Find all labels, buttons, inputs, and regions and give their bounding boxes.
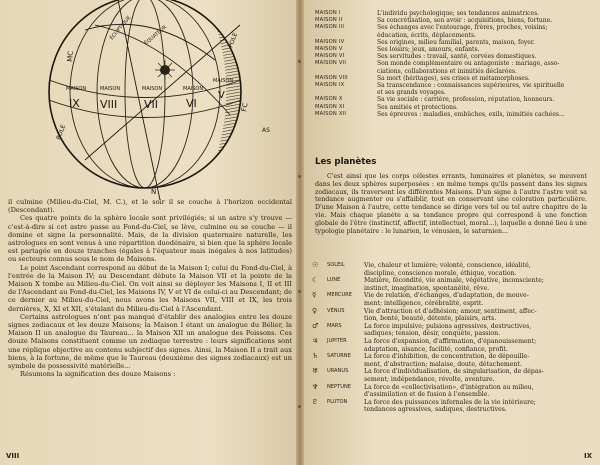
house-row [315,68,595,75]
paragraph: Certains astrologues n'ont pas manqué d'établir des analogies entre les douze signes zodiacaux et les douze Maisons; la Maison I étant un analogue du Bélier, la Maison II un analogue du Taureau... la Maison XII un analogue des Poissons. Ces douze Maisons constituent comme un zodiaque terrestre : leurs significations sont une réplique objective au contenu subjectif des signes. Ainsi, la Maison II a trait aux biens, à la fortune, de même que le Taureau (deuxième des signes zodiacaux) est un symbole de possessivité matérielle... [8,312,292,371]
planet-description: ment; intelligence, cérébralité, esprit. [364,299,484,307]
house-name: MAISON VI [315,53,345,60]
planet-row [312,384,592,392]
planet-description: tendances agressives, sadiques, destructives. [364,406,507,414]
planet-name: VÉNUS [327,307,345,314]
planet-row [312,330,592,338]
pole-left-label: POLE [55,123,68,141]
house-name: MAISON VIII [315,74,348,81]
planet-name: MARS [327,322,342,329]
planet-symbol-icon: ♅ [312,367,319,376]
planet-symbol-icon: ♆ [312,382,319,391]
left-body-text [8,198,292,378]
house-label: MAISON [183,86,204,92]
planet-description: instinct, imagination, spontanéité, rêve. [364,284,490,292]
planet-name: NEPTUNE [327,383,351,390]
planet-name [327,270,364,278]
house-name [315,32,377,39]
planet-row [312,315,592,323]
house-description: Sa mort (héritages), ses crises et métamorphoses. [377,74,530,82]
house-description: Sa transcendance : connaissances supérieures, vie spirituelle [377,82,565,90]
planet-description: Matière, fécondité, vie animale, végétative, inconsciente; [364,277,544,285]
planet-row [312,262,592,270]
house-number: V [218,90,225,101]
planet-symbol-icon: ☾ [312,276,319,285]
house-row [315,96,595,103]
planet-symbol-icon: ♄ [312,352,319,361]
planet-description: La force de «collectivisation», d'intégration au milieu, [364,383,534,391]
planet-description: Vie de relation, d'échanges, d'adaptation, de mouve- [364,292,529,300]
planet-description: La force des puissances infernales de la vie intérieure; [364,398,536,406]
planet-row [312,368,592,376]
house-row [315,104,595,111]
planet-description: Vie d'attraction et d'adhésion; amour, sentiment, affec- [364,307,537,315]
planet-name: URANUS [327,368,349,375]
house-row [315,82,595,89]
book-gutter [296,0,304,465]
planet-name [327,285,364,293]
planet-row [312,285,592,293]
planet-symbol-icon: ♀ [312,306,318,315]
house-number: VII [144,98,159,111]
planet-name: MERCURE [327,292,352,299]
planet-symbol-icon [312,406,327,414]
planet-description: tion, bonté, beauté, détente, plaisirs, arts. [364,315,497,323]
house-name [315,68,377,75]
house-description: ciations, collaborations et inimitiés déclarées. [377,67,517,75]
planet-row [312,346,592,354]
planet-row [312,399,592,407]
planet-row [312,391,592,399]
house-name: MAISON VII [315,60,347,67]
house-name: MAISON IX [315,82,345,89]
planet-description: sadiques; tension, désir, conquête, passion. [364,330,501,338]
planet-description: ment, d'abstraction; malaise, doute, détachement. [364,360,522,368]
house-description: éducation, écrits, déplacements. [377,31,476,39]
house-number: VI [186,97,197,110]
house-description: L'individu psychologique; ses tendances animatrices. [377,10,540,17]
ecliptique-label: ÉCLIPTIQUE [108,15,133,42]
planet-name [327,330,364,338]
house-name: MAISON III [315,24,345,31]
sun-icon [155,60,175,80]
house-name: MAISON V [315,46,343,53]
house-label: MAISON [100,86,121,92]
house-name: MAISON XI [315,103,345,110]
house-number: IX [69,97,80,110]
pole-right-label: POLE [227,31,240,49]
house-description: Son monde complémentaire ou antagoniste : mariage, asso- [377,60,560,68]
celestial-sphere-diagram [0,0,300,200]
paragraph: C'est ainsi que les corps célestes errants, luminaires et planètes, se meuvent dans les deux sphères superposées : en même temps qu'ils passent dans les signes zodiacaux, ils traversent les différentes Maisons. D'un signe à l'autre l'astre voit sa tendance augmenter ou s'affaiblir, tout en conservant une coloration particulière. D'une Maison à l'autre, cette tendance se dirige vers tel ou tel autre chapitre de la vie. Mais chaque planète a sa tendance propre qui correspond à une fonction globale de l'être (instinctif, affectif, intellectuel, moral...), laquelle a donné lieu à une typologie planétaire : le lunarien, le vénusien, le saturnien... [315,173,587,235]
planet-row [312,270,592,278]
planet-name [327,346,364,354]
house-name: MAISON X [315,96,343,103]
planet-row [312,300,592,308]
planet-row [312,277,592,285]
section-heading: Les planètes [315,157,377,167]
page-number-left: VIII [6,452,20,460]
planet-row [312,406,592,414]
planet-name [327,315,364,323]
house-description: Sa vie sociale : carrière, profession, réputation, honneurs. [377,96,555,104]
house-label: MAISON [66,86,87,92]
planet-name: SATURNE [327,353,351,360]
planet-symbol-icon: ☿ [312,291,317,300]
planet-row [312,292,592,300]
houses-list [315,10,595,118]
planet-description: La force impulsive; pulsions agressives, destructives, [364,322,532,330]
paragraph: Ces quatre points de la sphère locale sont privilégiés; si un astre s'y trouve — c'est-à-dire si cet astre passe au Fond-du-Ciel, se lève, culmine ou se couche — il domine et signe la personnalité. Mais, de la division quaternaire naturelle, les astrologues en sont venus à une répartition duodénaire, si bien que la sphère locale est partagée en douze tranches (égales à l'équateur mais inégales à nos latitudes) ou secteurs connus sous le nom de Maisons. [8,214,292,264]
planet-description: La force d'individualisation, de singularisation, de dépas- [364,368,544,376]
planet-description: sement; indépendance, révolte, aventure. [364,375,495,383]
house-row [315,75,595,82]
planet-name: JUPITER [327,337,347,344]
planet-name [327,391,364,399]
house-description: Ses échanges avec l'entourage, frères, proches, voisins; [377,24,548,32]
planet-row [312,376,592,384]
planet-symbol-icon: ♇ [312,397,319,406]
house-labels [66,78,233,111]
paragraph: il culmine (Milieu-du-Ciel, M. C.), et le soir il se couche à l'horizon occidental (Descendant). [8,198,292,215]
planet-row [312,361,592,369]
house-row [315,60,595,67]
house-row [315,46,595,53]
planet-name [327,300,364,308]
planet-row [312,338,592,346]
paragraph: Résumons la signification des douze Maisons : [20,370,176,379]
planet-name: SOLEIL [327,262,345,268]
planet-description: adaptation, aisance, facilité, confiance, profit. [364,345,508,353]
planet-name [327,406,364,414]
planet-row [312,308,592,316]
planet-symbol-icon: ♂ [312,321,319,330]
house-row [315,89,595,96]
planet-description: d'assimilation et de fusion à l'ensemble. [364,391,490,399]
planet-description: La force d'expansion, d'affirmation, d'épanouissement; [364,337,537,345]
house-name: MAISON IV [315,38,345,45]
house-row [315,39,595,46]
page-number-right: IX [583,452,592,460]
house-description: Sa concrétisation, son avoir : acquisitions, biens, fortune. [377,17,553,25]
planet-description: discipline, conscience morale, éthique, vocation. [364,269,517,277]
sphere-outline [49,0,241,188]
planet-name [327,361,364,369]
house-row [315,111,595,118]
planets-list [312,262,592,414]
house-name: MAISON I [315,10,341,16]
house-row [315,10,595,17]
north-label: N [151,188,157,196]
planet-description: Vie, chaleur et lumière; volonté, conscience, idéalité, [364,262,531,269]
house-description: Ses loisirs; jeux, amours, enfants. [377,46,480,54]
fc-label: FC [240,102,250,113]
house-row [315,53,595,60]
house-description: Ses servitudes : travail, santé, corvées domestiques. [377,53,537,61]
planets-intro [315,173,587,235]
mc-label: MC [66,50,75,63]
house-description: Ses amitiés et protections. [377,103,459,111]
planet-symbol-icon: ☉ [312,261,319,269]
house-row [315,17,595,24]
planet-name [327,376,364,384]
house-name: MAISON XII [315,110,347,117]
house-description: et ses grands voyages. [377,89,446,97]
house-name: MAISON II [315,17,343,24]
planet-name: LUNE [327,277,341,284]
planet-row [312,353,592,361]
planet-symbol-icon: ♃ [312,336,319,345]
planet-name: PLUTON [327,398,348,405]
house-label: MAISON [213,78,234,84]
paragraph: Le point Ascendant correspond au début de la Maison I; celui du Fond-du-Ciel, à l'entrée de la Maison IV; au Descendant débute la Maison VII et la pointe de la Maison X tombe au Milieu-du-Ciel. On voit ainsi se déployer les Maisons I, II et III de l'Ascendant au Fond-du-Ciel, les Maisons IV, V et VI de celui-ci au Descendant; de ce dernier au Milieu-du-Ciel, nous avons les Maisons VII, VIII et IX, les trois dernières, X, XI et XII, s'étalant du Milieu-du-Ciel à l'Ascendant. [8,263,292,313]
house-label: MAISON [142,86,163,92]
house-row [315,32,595,39]
house-description: Ses origines, milieu familial, parents, maison, foyer. [377,38,535,46]
house-number: VIII [100,98,118,111]
planet-row [312,323,592,331]
house-description: Ses épreuves : maladies, embûches, exils, inimitiés cachées... [377,110,565,118]
as-label: AS [262,127,270,134]
house-name [315,89,377,96]
equateur-label: ÉQUATEUR [143,24,169,47]
shaded-hemisphere [200,0,260,200]
house-row [315,24,595,31]
planet-description: La force d'inhibition, de concentration, de dépouille- [364,353,530,361]
